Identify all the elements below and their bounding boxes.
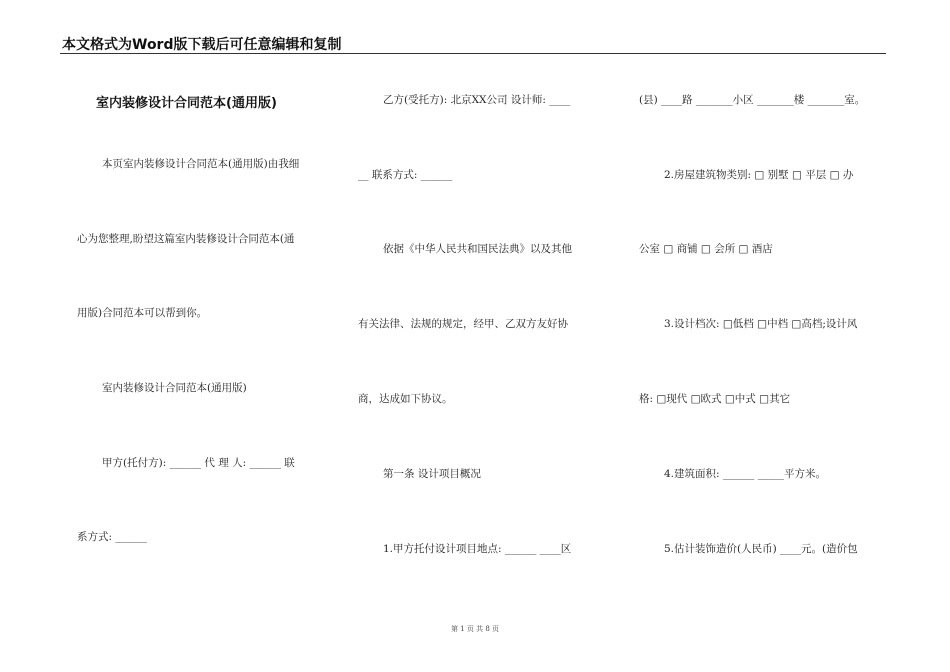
col2-line-4: 有关法律、法规的规定，经甲、乙双方友好协 [358, 318, 568, 330]
col3-line-3: 公室 □ 商铺 □ 会所 □ 酒店 [639, 243, 773, 255]
col1-line-3: 用版)合同范本可以帮到你。 [77, 307, 208, 319]
col2-line-5: 商，达成如下协议。 [358, 393, 453, 405]
col3-line-4: 3.设计档次: □低档 □中档 □高档;设计风 [664, 318, 858, 330]
header-title: 本文格式为Word版下载后可任意编辑和复制 [62, 37, 342, 53]
col1-line-1: 本页室内装修设计合同范本(通用版)由我细 [102, 158, 300, 170]
document-title: 室内装修设计合同范本(通用版) [96, 96, 277, 111]
col1-line-5: 甲方(托付方): ______ 代 理 人: ______ 联 [102, 457, 295, 469]
col3-line-1: (县) ____路 _______小区 _______楼 _______室。 [639, 94, 866, 106]
col2-line-3: 依据《中华人民共和国民法典》以及其他 [383, 243, 572, 255]
col3-line-7: 5.估计装饰造价(人民币) ____元。(造价包 [664, 543, 858, 555]
col1-line-6: 系方式: ______ [77, 531, 147, 543]
col1-line-4: 室内装修设计合同范本(通用版) [102, 382, 247, 394]
col3-line-2: 2.房屋建筑物类别: □ 别墅 □ 平层 □ 办 [664, 169, 854, 181]
col3-line-5: 格: □现代 □欧式 □中式 □其它 [639, 393, 791, 405]
col1-line-2: 心为您整理,盼望这篇室内装修设计合同范本(通 [77, 233, 295, 245]
col3-line-6: 4.建筑面积: ______ _____平方米。 [664, 468, 826, 480]
col2-line-7: 1.甲方托付设计项目地点: ______ ____区 [383, 543, 572, 555]
col2-line-2: __ 联系方式: ______ [358, 169, 453, 181]
col2-line-1: 乙方(受托方): 北京XX公司 设计师: ____ [383, 94, 571, 106]
page-number: 第 1 页 共 8 页 [450, 625, 500, 633]
header-divider [60, 53, 886, 54]
col2-line-6: 第一条 设计项目概况 [383, 468, 481, 480]
